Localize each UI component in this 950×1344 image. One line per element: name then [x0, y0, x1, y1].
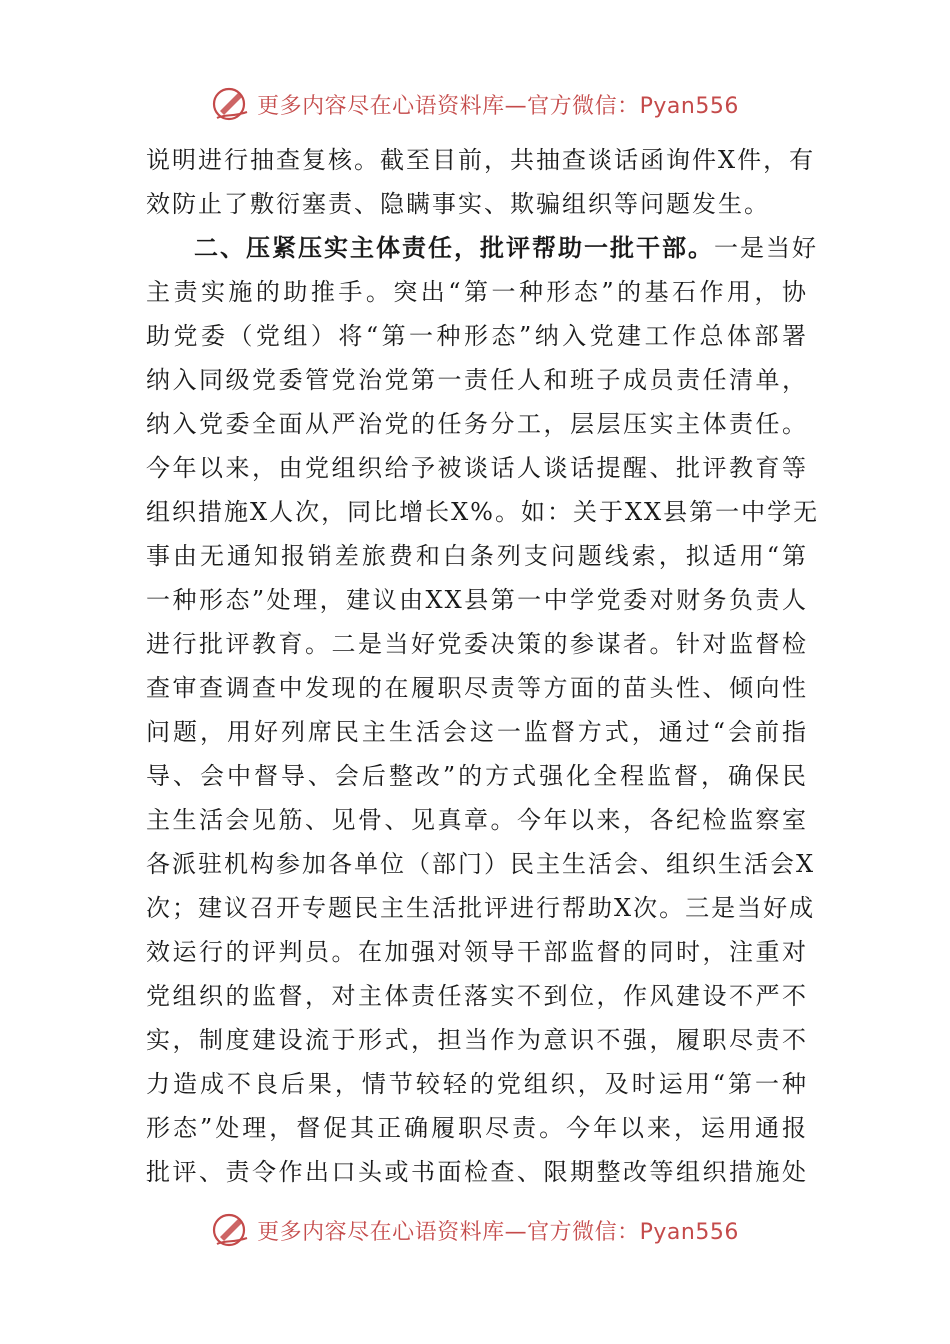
- body-line: 查审查调查中发现的在履职尽责等方面的苗头性、倾向性: [146, 674, 808, 702]
- body-line: 效防止了敷衍塞责、隐瞒事实、欺骗组织等问题发生。: [146, 190, 770, 218]
- body-line: 实，制度建设流于形式，担当作为意识不强，履职尽责不: [146, 1026, 808, 1054]
- body-line: 一种形态”处理，建议由XX县第一中学党委对财务负责人: [146, 586, 808, 614]
- section-heading-line: [146, 226, 818, 270]
- pen-seal-icon: [211, 1210, 251, 1250]
- section-heading: 二、压紧压实主体责任，批评帮助一批干部。: [194, 234, 714, 262]
- watermark-text: 更多内容尽在心语资料库—官方微信：Pyan556: [257, 1219, 739, 1245]
- body-line: 组织措施X人次，同比增长X%。如：关于XX县第一中学无: [146, 498, 820, 526]
- body-line: 事由无通知报销差旅费和白条列支问题线索，拟适用“第: [146, 542, 808, 570]
- body-line: 形态”处理，督促其正确履职尽责。今年以来，运用通报: [146, 1114, 808, 1142]
- body-line: 各派驻机构参加各单位（部门）民主生活会、组织生活会X: [146, 850, 816, 878]
- body-line: 纳入党委全面从严治党的任务分工，层层压实主体责任。: [146, 410, 808, 438]
- document-body: [146, 138, 820, 1194]
- body-line: 主生活会见筋、见骨、见真章。今年以来，各纪检监察室: [146, 806, 808, 834]
- body-line: 党组织的监督，对主体责任落实不到位，作风建设不严不: [146, 982, 808, 1010]
- body-line-fragment: 一是当好: [714, 234, 818, 262]
- body-line: 效运行的评判员。在加强对领导干部监督的同时，注重对: [146, 938, 808, 966]
- watermark-text: 更多内容尽在心语资料库—官方微信：Pyan556: [257, 93, 739, 119]
- body-line: 问题，用好列席民主生活会这一监督方式，通过“会前指: [146, 718, 808, 746]
- pen-seal-icon: [211, 84, 251, 124]
- header-watermark: [0, 82, 950, 126]
- body-line: 助党委（党组）将“第一种形态”纳入党建工作总体部署: [146, 322, 808, 350]
- body-line: 今年以来，由党组织给予被谈话人谈话提醒、批评教育等: [146, 454, 808, 482]
- body-line: 批评、责令作出口头或书面检查、限期整改等组织措施处: [146, 1158, 808, 1186]
- body-line: 进行批评教育。二是当好党委决策的参谋者。针对监督检: [146, 630, 808, 658]
- body-line: 主责实施的助推手。突出“第一种形态”的基石作用，协: [146, 278, 808, 306]
- body-line: 力造成不良后果，情节较轻的党组织，及时运用“第一种: [146, 1070, 808, 1098]
- body-line: 说明进行抽查复核。截至目前，共抽查谈话函询件X件，有: [146, 146, 816, 174]
- body-line: 导、会中督导、会后整改”的方式强化全程监督，确保民: [146, 762, 808, 790]
- body-line: 纳入同级党委管党治党第一责任人和班子成员责任清单，: [146, 366, 808, 394]
- footer-watermark: [0, 1208, 950, 1252]
- body-line: 次；建议召开专题民主生活批评进行帮助X次。三是当好成: [146, 894, 816, 922]
